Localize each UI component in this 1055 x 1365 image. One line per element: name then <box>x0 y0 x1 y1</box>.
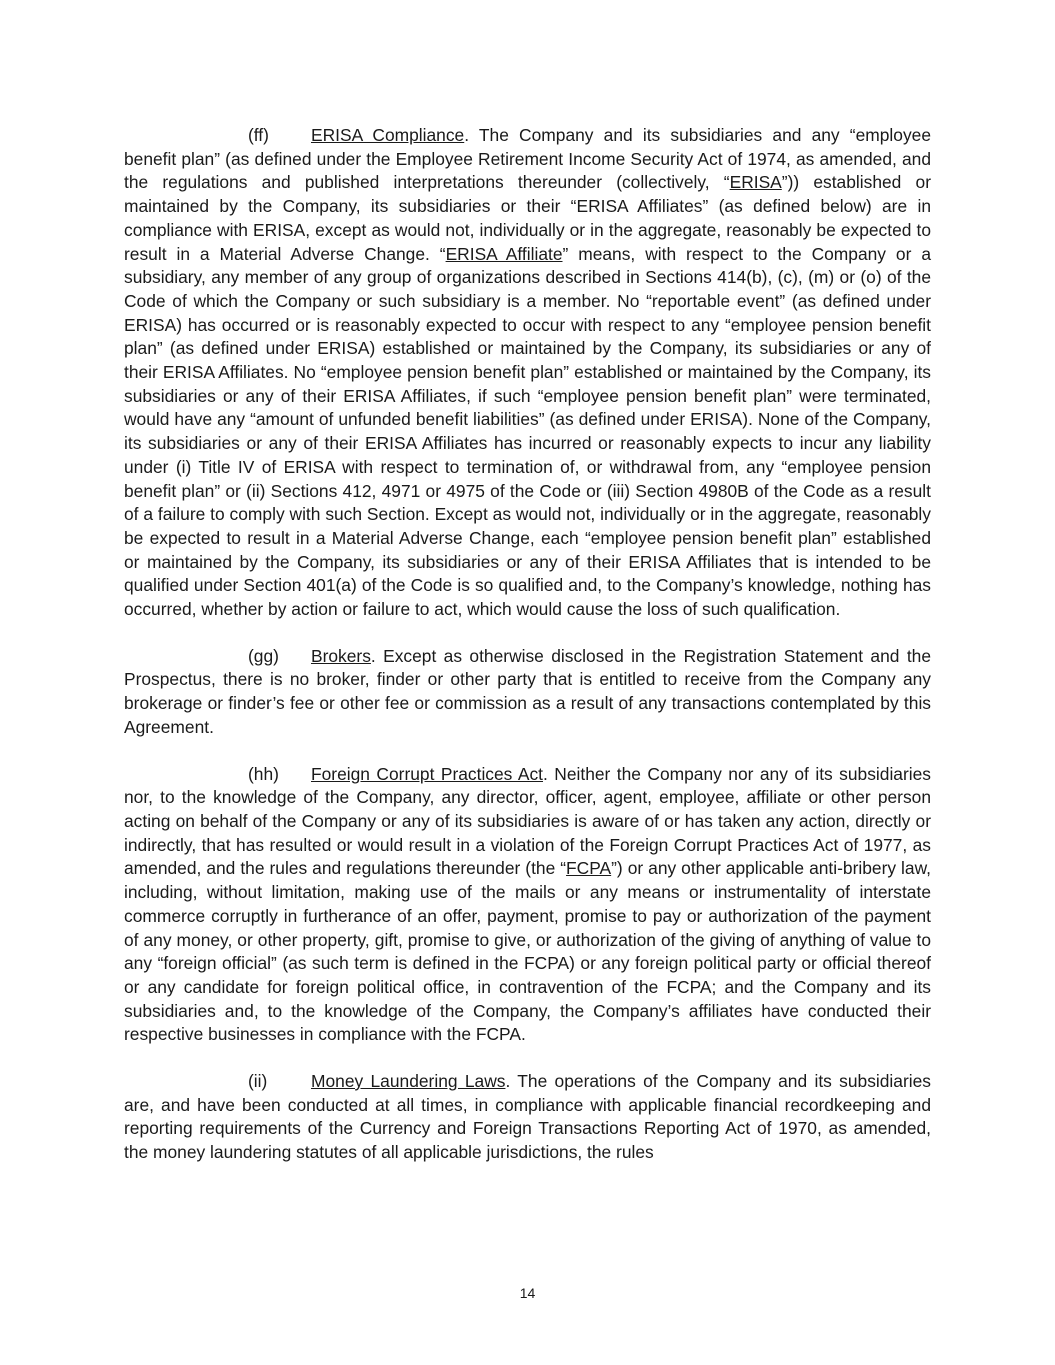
paragraph-number: (hh) <box>248 763 279 784</box>
page-number: 14 <box>519 1285 536 1301</box>
paragraph-number: (ff) <box>248 125 269 145</box>
paragraph-number: (gg) <box>248 645 279 666</box>
paragraph-text: ”) or any other applicable anti-bribery law, including, without limitation, making use of the mails or any means or instrumentality of interstate commerce corruptly in furtherance of an offer, payment, promise to pay or authorization of the payment of any money, or other property, gift, promise to give, or authorization of the giving of anything of value to any “foreign official” (as such term is defined in the FCPA) or any foreign political party or official thereof or any candidate for foreign political office, in contravention of the FCPA; and the Company and its subsidiaries and, to the knowledge of the Company, the Company’s affiliates have conducted their respective businesses in compliance with the FCPA. <box>124 858 932 1045</box>
paragraph-gg <box>124 645 931 740</box>
paragraph-hh <box>124 763 931 1047</box>
paragraph-ii <box>124 1070 931 1165</box>
paragraph-text: . Except as otherwise disclosed in the Registration Statement and the Prospectus, there is no broker, finder or other party that is entitled to receive from the Company any brokerage or finder’s fee or other fee or commission as a result of any transactions contemplated by this Agreement. <box>124 645 931 737</box>
paragraph-text: ”)) established or maintained by the Company, its subsidiaries or their “ERISA Affiliates” (as defined below) are in compliance with ERISA, except as would not, individually or in the aggregate, reasonably be expected to result in a Material Adverse Change. “ <box>124 172 931 264</box>
defined-term: ERISA Affiliate <box>445 243 563 264</box>
paragraph-ff <box>124 124 931 622</box>
paragraph-number: (ii) <box>248 1071 268 1092</box>
document-body <box>124 124 931 1188</box>
paragraph-text: . The operations of the Company and its subsidiaries are, and have been conducted at all times, in compliance with applicable financial recordkeeping and reporting requirements of the Currency and Foreign Transactions Reporting Act of 1970, as amended, the money laundering statutes of all applicable jurisdictions, the rules <box>124 1071 931 1163</box>
section-heading: Money Laundering Laws <box>311 1071 506 1092</box>
paragraph-text: . Neither the Company nor any of its subsidiaries nor, to the knowledge of the Company, any director, officer, agent, employee, affiliate or other person acting on behalf of the Company or any of its subsidiaries is aware of or has taken any action, directly or indirectly, that has resulted or would result in a violation of the Foreign Corrupt Practices Act of 1977, as amended, and the rules and regulations thereunder (the “ <box>124 763 931 879</box>
defined-term: ERISA <box>729 172 782 193</box>
section-heading: Brokers <box>311 645 371 666</box>
paragraph-text: ” means, with respect to the Company or a subsidiary, any member of any group of organizations described in Sections 414(b), (c), (m) or (o) of the Code of which the Company or such subsidiary is a member. No “reportable event” (as defined under ERISA) has occurred or is reasonably expected to occur with respect to any “employee pension benefit plan” (as defined under ERISA) established or maintained by the Company, its subsidiaries or any of their ERISA Affiliates. No “employee pension benefit plan” established or maintained by the Company, its subsidiaries or any of their ERISA Affiliates, if such “employee pension benefit plan” were terminated, would have any “amount of unfunded benefit liabilities” (as defined under ERISA). None of the Company, its subsidiaries or any of their ERISA Affiliates has incurred or reasonably expects to incur any liability under (i) Title IV of ERISA with respect to termination of, or withdrawal from, any “employee pension benefit plan” or (ii) Sections 412, 4971 or 4975 of the Code or (iii) Section 4980B of the Code as a result of a failure to comply with such Section. Except as would not, individually or in the aggregate, reasonably be expected to result in a Material Adverse Change, each “employee pension benefit plan” established or maintained by the Company, its subsidiaries or any of their ERISA Affiliates that is intended to be qualified under Section 401(a) of the Code is so qualified and, to the Company’s knowledge, nothing has occurred, whether by action or failure to act, which would cause the loss of such qualification. <box>124 243 931 620</box>
defined-term: FCPA <box>566 858 612 879</box>
section-heading: Foreign Corrupt Practices Act <box>311 763 543 784</box>
paragraph-text: . The Company and its subsidiaries and any “employee benefit plan” (as defined under the Employee Retirement Income Security Act of 1974, as amended, and the regulations and published interpretations thereunder (collectively, “ <box>124 125 931 193</box>
section-heading: ERISA Compliance <box>311 125 465 145</box>
